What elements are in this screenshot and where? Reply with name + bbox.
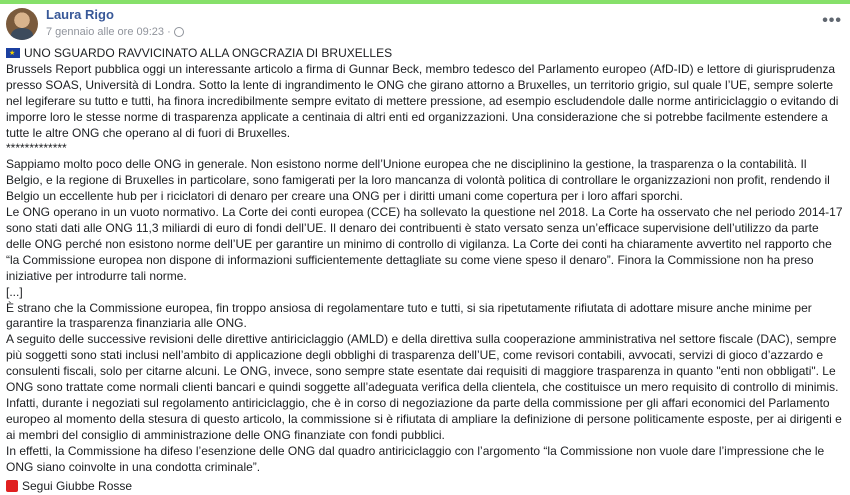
author-avatar[interactable] bbox=[6, 8, 38, 40]
eu-flag-icon bbox=[6, 48, 20, 58]
post-body bbox=[6, 46, 844, 495]
facebook-post bbox=[0, 4, 850, 494]
post-paragraph: A seguito delle successive revisioni delle direttive antiriciclaggio (AMLD) e della direttiva sulla cooperazione amministrativa nel settore fiscale (DAC), sempre più soggetti sono stati inclusi nell’ambito di applicazione degli obblighi di trasparenza dell’UE, come revisori contabili, avvocati, servizi di gioco d’azzardo e consulenti fiscali, solo per citarne alcuni. Le ONG, invece, sono sempre state esentate dai requisiti di maggiore trasparenza in quanto "enti non obbligati". Le ONG sono trattate come normali clienti bancari e quindi soggette all’adeguata verifica della clientela, che costituisce un mero requisito di controllo di minimis. Infatti, durante i negoziati sul regolamento antiriciclaggio, che è in corso di negoziazione da parte della commissione per gli affari economici del Parlamento europeo al momento della stesura di questo articolo, la commissione si è rifiutata di ampliare la definizione di persone politicamente esposte, per ai dirigenti e ai membri del consiglio di amministrazione delle ONG finanziate con fondi pubblici. bbox=[6, 332, 842, 442]
ellipsis-line: [...] bbox=[6, 284, 23, 299]
timestamp-text[interactable]: 7 gennaio alle ore 09:23 · bbox=[46, 26, 171, 38]
red-square-icon bbox=[6, 480, 18, 492]
more-options-icon[interactable]: ••• bbox=[822, 12, 842, 29]
follow-link[interactable]: Segui Giubbe Rosse bbox=[22, 479, 133, 494]
post-header bbox=[6, 6, 842, 42]
post-paragraph: È strano che la Commissione europea, fin troppo ansiosa di regolamentare tuto e tutti, si sia ripetutamente rifiutata di adottare misure anche minime per garantire la trasparenza finanziaria alle ONG. bbox=[6, 300, 812, 331]
follow-line bbox=[6, 479, 844, 495]
post-paragraph: Sappiamo molto poco delle ONG in generale. Non esistono norme dell’Unione europea che ne disciplinino la gestione, la trasparenza o la contabilità. Il Belgio, e la regione di Bruxelles in particolare, sono famigerati per la loro mancanza di volontà politica di controllare le organizzazioni non profit, rendendo il Belgio un eccellente hub per i riciclatori di denaro per creare una ONG per i diritti umani come copertura per i loro affari sporchi. bbox=[6, 157, 830, 204]
globe-icon bbox=[174, 27, 184, 37]
separator-line: ************* bbox=[6, 141, 67, 156]
post-paragraph: Brussels Report pubblica oggi un interessante articolo a firma di Gunnar Beck, membro tedesco del Parlamento europeo (AfD-ID) e lettore di giurisprudenza presso SOAS, Università di Londra. Sotto la lente di ingrandimento le ONG che girano attorno a Bruxelles, un territorio grigio, sul quale l’UE, sempre solerte nel legiferare su tutto e tutti, ha finora incredibilmente sempre evitato di mettere pressione, ad esempio escludendole dalle norme antiriciclaggio o evitando di imporre loro le stesse norme di trasparenza applicate a centinaia di altri enti ed organizzazioni. Una considerazione che si potrebbe facilmente estendere a tutte le altre ONG che operano al di fuori di Bruxelles. bbox=[6, 61, 839, 140]
post-paragraph: In effetti, la Commissione ha difeso l’esenzione delle ONG dal quadro antiriciclaggio con l’argomento “la Commissione non vuole dare l’impressione che le ONG siano coinvolte in una condotta criminale”. bbox=[6, 443, 825, 474]
post-title-line bbox=[6, 46, 844, 62]
post-title: UNO SGUARDO RAVVICINATO ALLA ONGCRAZIA DI BRUXELLES bbox=[24, 46, 393, 60]
post-paragraph: Le ONG operano in un vuoto normativo. La Corte dei conti europea (CCE) ha sollevato la questione nel 2018. La Corte ha osservato che nel periodo 2014-17 sono stati dati alle ONG 11,3 miliardi di euro di fondi dell’UE. Il denaro dei contribuenti è stato versato senza un’efficace supervisione dell’utilizzo da parte delle ONG perché non esistono norme dell’UE per garantire un minimo di controllo di vigilanza. La Corte dei conti ha chiaramente avvertito nel rapporto che “la Commissione europea non dispone di informazioni sufficientemente dettagliate su come viene speso il denaro”. Finora la Commissione non ha preso iniziative per introdurre tali norme. bbox=[6, 205, 843, 283]
post-timestamp[interactable] bbox=[46, 26, 184, 38]
author-name[interactable]: Laura Rigo bbox=[46, 7, 114, 22]
